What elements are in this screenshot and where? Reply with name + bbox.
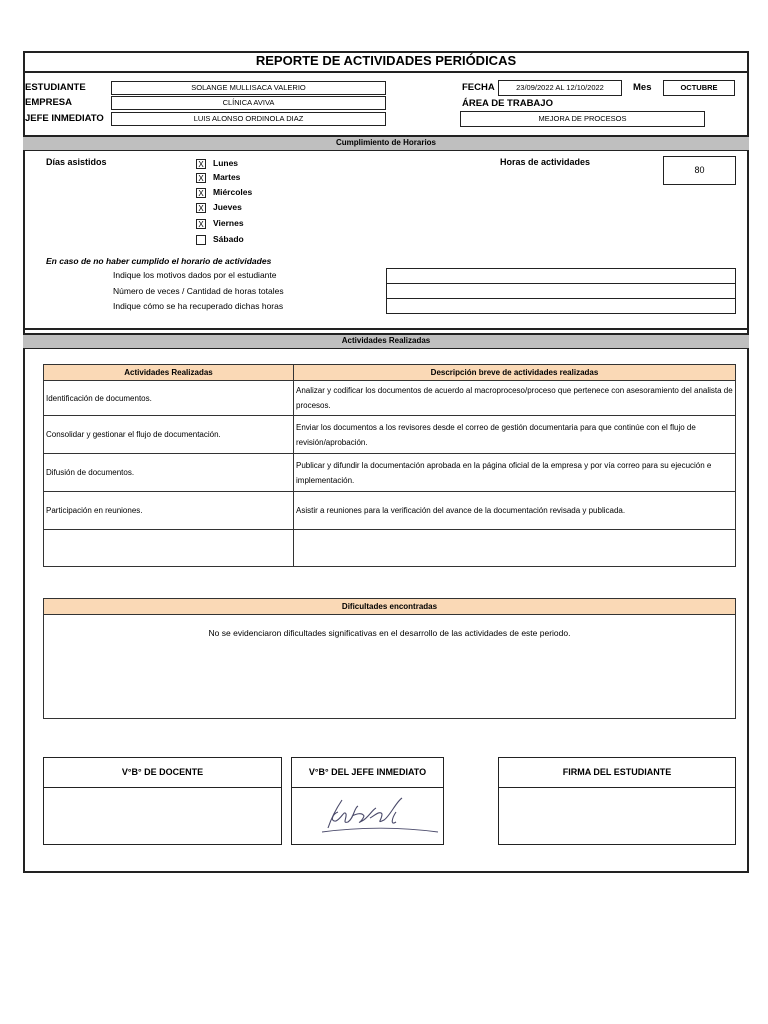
firma-estudiante-box[interactable]: [498, 757, 736, 845]
firma-jefe-label: V°B° DEL JEFE INMEDIATO: [292, 758, 443, 788]
fecha-label: FECHA: [462, 82, 495, 93]
description-cell[interactable]: [294, 530, 736, 567]
estudiante-field[interactable]: SOLANGE MULLISACA VALERIO: [111, 81, 386, 95]
signature-image: [292, 788, 443, 844]
table-row: [44, 454, 736, 492]
page-title: REPORTE DE ACTIVIDADES PERIÓDICAS: [255, 53, 517, 68]
day-label: Miércoles: [213, 187, 253, 197]
day-label: Martes: [213, 172, 241, 182]
activity-cell[interactable]: Consolidar y gestionar el flujo de documentación.: [44, 416, 294, 454]
veces-field[interactable]: [386, 284, 736, 299]
firma-estudiante-label: FIRMA DEL ESTUDIANTE: [499, 758, 735, 788]
mes-label: Mes: [633, 82, 652, 93]
table-row: [44, 416, 736, 454]
description-cell[interactable]: Analizar y codificar los documentos de acuerdo al macroproceso/proceso que pertenece con asesoramiento del analista de procesos.: [294, 381, 736, 416]
estudiante-label: ESTUDIANTE: [25, 82, 86, 93]
mes-field[interactable]: OCTUBRE: [663, 80, 735, 96]
activity-cell[interactable]: [44, 530, 294, 567]
day-checkbox-1[interactable]: X: [196, 173, 206, 183]
dificultades-header: Dificultades encontradas: [44, 599, 735, 615]
dias-asistidos-label: Días asistidos: [46, 157, 107, 167]
day-label: Viernes: [213, 218, 244, 228]
activities-table: [43, 364, 736, 567]
incumplimiento-title: En caso de no haber cumplido el horario de actividades: [46, 256, 272, 266]
dificultades-box: [43, 598, 736, 719]
description-cell[interactable]: Enviar los documentos a los revisores desde el correo de gestión documentaria para que continúe con el flujo de revisión/aprobación.: [294, 416, 736, 454]
firma-docente-label: V°B° DE DOCENTE: [44, 758, 281, 788]
empresa-label: EMPRESA: [25, 97, 72, 108]
day-label: Sábado: [213, 234, 244, 244]
activities-table-body: [44, 381, 736, 567]
table-row: [44, 530, 736, 567]
activity-cell[interactable]: Difusión de documentos.: [44, 454, 294, 492]
dificultades-text: No se evidenciaron dificultades significativas en el desarrollo de las actividades de este periodo.: [208, 628, 571, 638]
motivos-label: Indique los motivos dados por el estudiante: [113, 270, 277, 280]
section-divider: [23, 328, 749, 330]
description-cell[interactable]: Publicar y difundir la documentación aprobada en la página oficial de la empresa y por vía correo para su ejecución e implementación.: [294, 454, 736, 492]
day-label: Lunes: [213, 158, 239, 168]
horas-label: Horas de actividades: [500, 157, 591, 167]
activity-cell[interactable]: Identificación de documentos.: [44, 381, 294, 416]
empresa-field[interactable]: CLÍNICA AVIVA: [111, 96, 386, 110]
day-label: Jueves: [213, 202, 242, 212]
col-descripcion-header: Descripción breve de actividades realizadas: [294, 365, 736, 381]
veces-label: Número de veces / Cantidad de horas totales: [113, 286, 284, 296]
recuperado-field[interactable]: [386, 299, 736, 314]
recuperado-label: Indique cómo se ha recuperado dichas horas: [113, 301, 284, 311]
table-row: [44, 492, 736, 530]
horarios-section-header: Cumplimiento de Horarios: [23, 135, 749, 151]
area-field[interactable]: MEJORA DE PROCESOS: [460, 111, 705, 127]
area-label: ÁREA DE TRABAJO: [462, 98, 553, 109]
activity-cell[interactable]: Participación en reuniones.: [44, 492, 294, 530]
description-cell[interactable]: Asistir a reuniones para la verificación del avance de la documentación revisada y publicada.: [294, 492, 736, 530]
actividades-section-header: Actividades Realizadas: [23, 333, 749, 349]
col-actividad-header: Actividades Realizadas: [44, 365, 294, 381]
motivos-field[interactable]: [386, 268, 736, 284]
day-checkbox-2[interactable]: X: [196, 188, 206, 198]
table-row: [44, 381, 736, 416]
fecha-field[interactable]: 23/09/2022 AL 12/10/2022: [498, 80, 622, 96]
horas-field[interactable]: 80: [663, 156, 736, 185]
day-checkbox-3[interactable]: X: [196, 203, 206, 213]
day-checkbox-4[interactable]: X: [196, 219, 206, 229]
jefe-field[interactable]: LUIS ALONSO ORDINOLA DIAZ: [111, 112, 386, 126]
day-checkbox-5[interactable]: [196, 235, 206, 245]
day-checkbox-0[interactable]: X: [196, 159, 206, 169]
firma-docente-box[interactable]: [43, 757, 282, 845]
title-divider: [23, 71, 749, 73]
jefe-label: JEFE INMEDIATO: [25, 113, 104, 124]
firma-jefe-box[interactable]: [291, 757, 444, 845]
